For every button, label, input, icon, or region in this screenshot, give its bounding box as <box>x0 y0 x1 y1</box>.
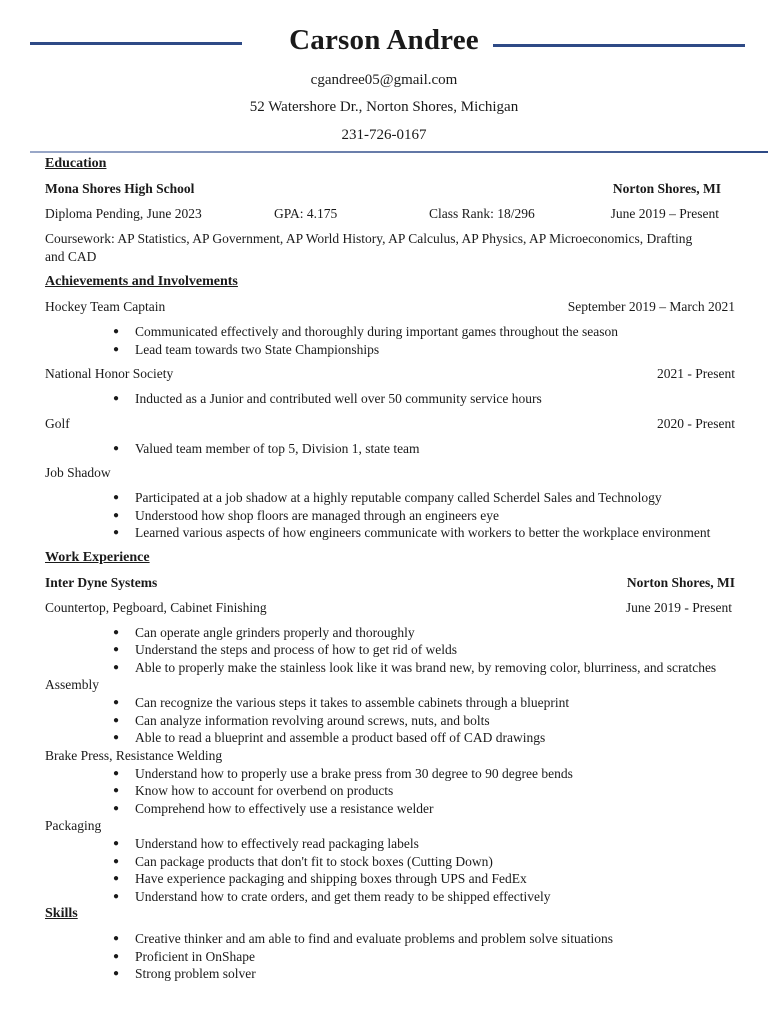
shadow-bullets <box>45 489 735 542</box>
list-item: ● Learned various aspects of how engineers communicate with workers to better the workplace environment <box>45 524 735 542</box>
assembly-heading: Assembly <box>45 677 99 692</box>
school-location: Norton Shores, MI <box>612 181 721 196</box>
list-item: ● Have experience packaging and shipping boxes through UPS and FedEx <box>45 870 735 888</box>
list-item: ● Proficient in OnShape <box>45 948 735 966</box>
nhs-bullets <box>45 390 735 408</box>
list-item: ● Understand how to crate orders, and get them ready to be shipped effectively <box>45 888 735 906</box>
education-title: Education <box>45 156 107 171</box>
list-item: ● Able to properly make the stainless look like it was brand new, by removing color, blurriness, and scratches <box>45 659 735 677</box>
list-item: ● Valued team member of top 5, Division 1, state team <box>45 440 735 458</box>
hockey-row <box>45 298 735 316</box>
list-item: ● Can package products that don't fit to stock boxes (Cutting Down) <box>45 853 735 871</box>
hockey-bullets <box>45 323 735 358</box>
golf-bullets <box>45 440 735 458</box>
list-item: ● Can analyze information revolving around screws, nuts, and bolts <box>45 712 735 730</box>
brake-bullets <box>45 765 735 818</box>
hockey-name: Hockey Team Captain <box>45 299 166 314</box>
skills-bullets <box>45 930 735 983</box>
golf-dates: 2020 - Present <box>657 415 735 431</box>
diploma: Diploma Pending, June 2023 <box>45 206 202 221</box>
hockey-dates: September 2019 – March 2021 <box>567 299 735 314</box>
assembly-bullets <box>45 694 735 747</box>
header-divider <box>30 151 768 153</box>
list-item: ● Understood how shop floors are managed through an engineers eye <box>45 507 735 525</box>
list-item: ● Comprehend how to effectively use a resistance welder <box>45 800 735 818</box>
company-name: Inter Dyne Systems <box>45 574 158 590</box>
list-item: ● Able to read a blueprint and assemble a product based off of CAD drawings <box>45 729 735 747</box>
packaging-bullets <box>45 835 735 905</box>
nhs-name: National Honor Society <box>45 366 174 381</box>
coursework-line-1: Coursework: AP Statistics, AP Government, AP World History, AP Calculus, AP Physics, AP Microeconomics, Drafting <box>45 231 693 246</box>
list-item: ● Can operate angle grinders properly and thoroughly <box>45 624 735 642</box>
address: 52 Watershore Dr., Norton Shores, Michigan <box>249 99 519 115</box>
nhs-row <box>45 365 735 383</box>
list-item: ● Lead team towards two State Championships <box>45 341 735 359</box>
list-item: ● Inducted as a Junior and contributed well over 50 community service hours <box>45 390 735 408</box>
email: cgandree05@gmail.com <box>310 72 458 88</box>
resume-body <box>45 155 735 983</box>
education-dates: June 2019 – Present <box>610 206 719 221</box>
packaging-heading: Packaging <box>45 818 102 833</box>
finishing-bullets <box>45 624 735 677</box>
education-details-row <box>45 205 735 223</box>
nhs-dates: 2021 - Present <box>657 366 735 381</box>
list-item: ● Strong problem solver <box>45 965 735 983</box>
list-item: ● Can recognize the various steps it takes to assemble cabinets through a blueprint <box>45 694 735 712</box>
list-item: ● Know how to account for overbend on products <box>45 782 735 800</box>
brake-heading: Brake Press, Resistance Welding <box>45 747 223 763</box>
role-dates: June 2019 - Present <box>625 599 732 615</box>
list-item: ● Communicated effectively and thoroughly during important games throughout the season <box>45 323 735 341</box>
list-item: ● Understand the steps and process of how to get rid of welds <box>45 641 735 659</box>
shadow-name: Job Shadow <box>45 465 111 480</box>
skills-title: Skills <box>45 906 78 921</box>
company-row <box>45 574 735 592</box>
role-title: Countertop, Pegboard, Cabinet Finishing <box>45 599 267 615</box>
class-rank: Class Rank: 18/296 <box>429 206 535 221</box>
golf-row <box>45 415 735 433</box>
phone: 231-726-0167 <box>341 127 427 143</box>
company-location: Norton Shores, MI <box>626 574 735 590</box>
list-item: ● Creative thinker and am able to find and evaluate problems and problem solve situations <box>45 930 735 948</box>
role-row <box>45 599 735 617</box>
coursework-line-2: and CAD <box>45 249 97 264</box>
golf-name: Golf <box>45 415 70 431</box>
gpa: GPA: 4.175 <box>274 206 338 221</box>
list-item: ● Understand how to effectively read packaging labels <box>45 835 735 853</box>
school-row <box>45 180 735 198</box>
candidate-name: Carson Andree <box>289 24 479 56</box>
shadow-row <box>45 464 735 482</box>
list-item: ● Participated at a job shadow at a highly reputable company called Scherdel Sales and Technology <box>45 489 735 507</box>
achievements-title: Achievements and Involvements <box>45 274 238 289</box>
school-name: Mona Shores High School <box>45 181 195 196</box>
work-title: Work Experience <box>45 549 150 565</box>
list-item: ● Understand how to properly use a brake press from 30 degree to 90 degree bends <box>45 765 735 783</box>
